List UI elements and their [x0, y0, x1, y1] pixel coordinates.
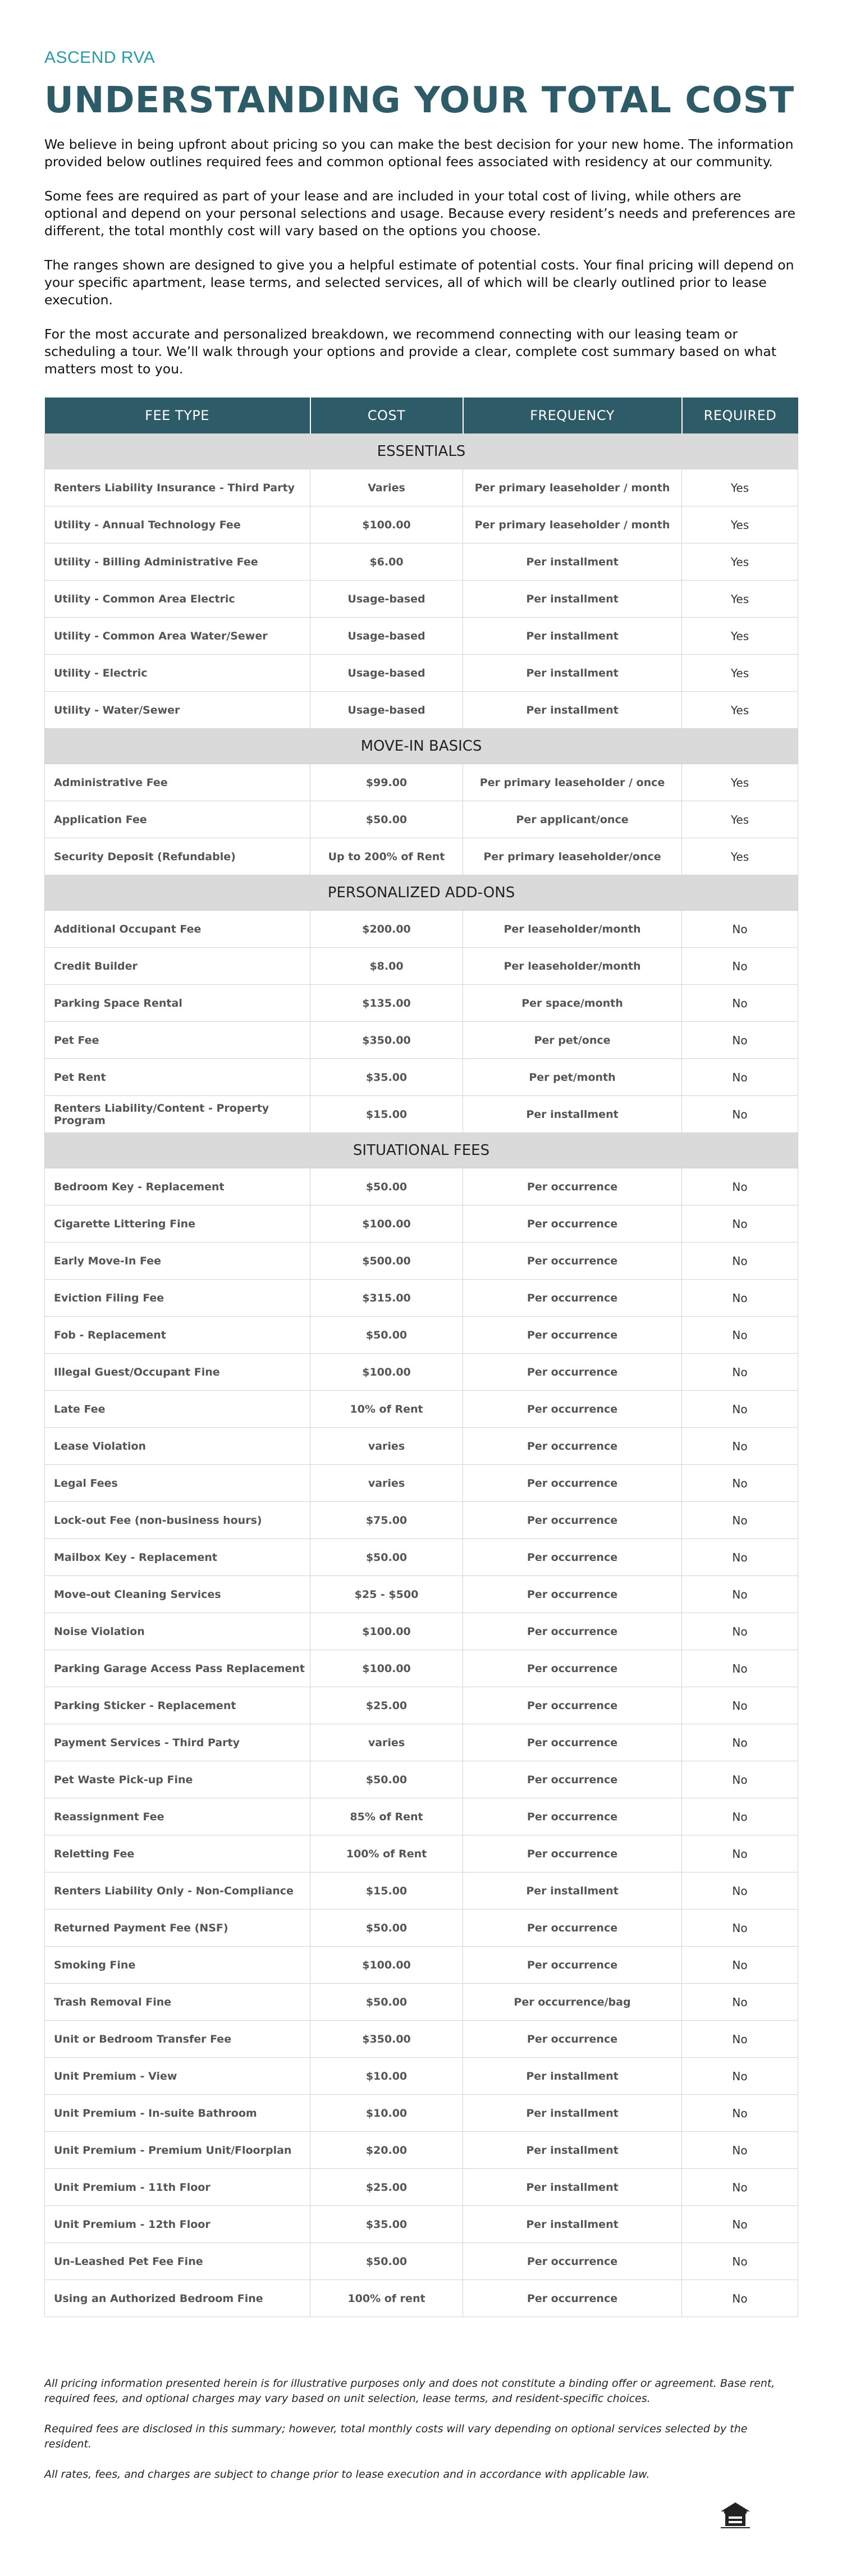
table-row	[45, 581, 798, 618]
table-row	[45, 1502, 798, 1539]
frequency-cell: Per installment	[463, 2058, 682, 2095]
required-cell: No	[682, 1835, 798, 1872]
frequency-cell: Per occurrence	[463, 1650, 682, 1687]
fee-type-cell: Move-out Cleaning Services	[45, 1576, 310, 1613]
table-row	[45, 1317, 798, 1354]
fee-type-cell: Pet Fee	[45, 1022, 310, 1059]
required-cell: Yes	[682, 692, 798, 729]
required-cell: No	[682, 1650, 798, 1687]
fee-type-cell: Fob - Replacement	[45, 1317, 310, 1354]
required-cell: No	[682, 2169, 798, 2206]
footnote: All pricing information presented herein is for illustrative purposes only and does not constitute a binding offer or agreement. Base rent, required fees, and optional charges may vary based on unit selection, lease terms, and resident-specific choices.	[44, 2377, 775, 2405]
required-cell: No	[682, 1872, 798, 1910]
frequency-cell: Per installment	[463, 1872, 682, 1910]
required-cell: No	[682, 2280, 798, 2317]
required-cell: No	[682, 1205, 798, 1243]
frequency-cell: Per leaseholder/month	[463, 911, 682, 948]
table-row	[45, 1059, 798, 1096]
fee-table-header	[45, 398, 798, 434]
table-row	[45, 948, 798, 985]
table-row	[45, 2132, 798, 2169]
cost-cell: $100.00	[310, 1354, 463, 1391]
fee-type-cell: Utility - Common Area Water/Sewer	[45, 618, 310, 655]
fee-type-cell: Bedroom Key - Replacement	[45, 1168, 310, 1205]
cost-cell: Varies	[310, 469, 463, 506]
section-title: SITUATIONAL FEES	[45, 1133, 798, 1168]
table-row	[45, 618, 798, 655]
fee-type-cell: Smoking Fine	[45, 1947, 310, 1984]
fee-type-cell: Renters Liability Only - Non-Compliance	[45, 1872, 310, 1910]
frequency-cell: Per primary leaseholder / month	[463, 506, 682, 543]
cost-cell: $100.00	[310, 1205, 463, 1243]
frequency-cell: Per space/month	[463, 985, 682, 1022]
frequency-cell: Per occurrence	[463, 1576, 682, 1613]
fee-type-cell: Eviction Filing Fee	[45, 1280, 310, 1317]
table-row	[45, 911, 798, 948]
required-cell: No	[682, 1059, 798, 1096]
fee-type-cell: Administrative Fee	[45, 764, 310, 801]
required-cell: No	[682, 1168, 798, 1205]
table-row	[45, 692, 798, 729]
header-required: REQUIRED	[682, 398, 798, 434]
frequency-cell: Per installment	[463, 618, 682, 655]
table-row	[45, 1168, 798, 1205]
required-cell: Yes	[682, 506, 798, 543]
required-cell: Yes	[682, 764, 798, 801]
frequency-cell: Per installment	[463, 2132, 682, 2169]
table-row	[45, 2206, 798, 2243]
frequency-cell: Per occurrence	[463, 1798, 682, 1835]
required-cell: No	[682, 1354, 798, 1391]
frequency-cell: Per occurrence/bag	[463, 1984, 682, 2021]
table-row	[45, 2243, 798, 2280]
fee-type-cell: Parking Space Rental	[45, 985, 310, 1022]
required-cell: No	[682, 2058, 798, 2095]
required-cell: No	[682, 1761, 798, 1798]
table-row	[45, 1835, 798, 1872]
required-cell: Yes	[682, 581, 798, 618]
table-row	[45, 2169, 798, 2206]
cost-cell: 100% of rent	[310, 2280, 463, 2317]
required-cell: Yes	[682, 801, 798, 838]
fee-type-cell: Unit or Bedroom Transfer Fee	[45, 2021, 310, 2058]
intro-paragraph: The ranges shown are designed to give you a helpful estimate of potential costs. Your final pricing will depend on your specific apartment, lease terms, and selected services, all of which will be clearly outlined prior to lease execution.	[44, 257, 794, 308]
required-cell: No	[682, 1428, 798, 1465]
cost-cell: $500.00	[310, 1243, 463, 1280]
frequency-cell: Per leaseholder/month	[463, 948, 682, 985]
table-row	[45, 506, 798, 543]
fee-type-cell: Renters Liability Insurance - Third Party	[45, 469, 310, 506]
table-row	[45, 1613, 798, 1650]
frequency-cell: Per occurrence	[463, 1724, 682, 1761]
table-row	[45, 1391, 798, 1428]
required-cell: Yes	[682, 655, 798, 692]
table-row	[45, 2021, 798, 2058]
header-frequency: FREQUENCY	[463, 398, 682, 434]
cost-cell: $50.00	[310, 2243, 463, 2280]
cost-cell: $50.00	[310, 1761, 463, 1798]
fee-type-cell: Lock-out Fee (non-business hours)	[45, 1502, 310, 1539]
fee-type-cell: Parking Garage Access Pass Replacement	[45, 1650, 310, 1687]
table-row	[45, 1354, 798, 1391]
table-row	[45, 1280, 798, 1317]
cost-cell: $25.00	[310, 2169, 463, 2206]
table-row	[45, 1687, 798, 1724]
cost-cell: $100.00	[310, 506, 463, 543]
frequency-cell: Per occurrence	[463, 1502, 682, 1539]
table-row	[45, 1243, 798, 1280]
required-cell: Yes	[682, 838, 798, 875]
frequency-cell: Per primary leaseholder / once	[463, 764, 682, 801]
cost-cell: $50.00	[310, 1317, 463, 1354]
fee-type-cell: Pet Waste Pick-up Fine	[45, 1761, 310, 1798]
fee-table-body	[45, 434, 798, 2317]
cost-cell: $35.00	[310, 2206, 463, 2243]
cost-cell: $75.00	[310, 1502, 463, 1539]
table-row	[45, 1724, 798, 1761]
brand-name: ASCEND RVA	[44, 48, 155, 67]
fee-type-cell: Unit Premium - 11th Floor	[45, 2169, 310, 2206]
table-row	[45, 1872, 798, 1910]
cost-cell: $35.00	[310, 1059, 463, 1096]
section-row	[45, 434, 798, 469]
required-cell: No	[682, 1798, 798, 1835]
frequency-cell: Per primary leaseholder/once	[463, 838, 682, 875]
fee-type-cell: Utility - Common Area Electric	[45, 581, 310, 618]
cost-cell: $8.00	[310, 948, 463, 985]
table-row	[45, 764, 798, 801]
required-cell: No	[682, 1502, 798, 1539]
cost-cell: $15.00	[310, 1872, 463, 1910]
fee-type-cell: Reletting Fee	[45, 1835, 310, 1872]
cost-cell: $25.00	[310, 1687, 463, 1724]
cost-cell: Usage-based	[310, 581, 463, 618]
fee-type-cell: Unit Premium - View	[45, 2058, 310, 2095]
table-row	[45, 1650, 798, 1687]
required-cell: No	[682, 1724, 798, 1761]
table-row	[45, 2058, 798, 2095]
required-cell: No	[682, 1910, 798, 1947]
cost-cell: $10.00	[310, 2058, 463, 2095]
table-row	[45, 2095, 798, 2132]
cost-cell: $99.00	[310, 764, 463, 801]
fee-type-cell: Pet Rent	[45, 1059, 310, 1096]
fee-type-cell: Late Fee	[45, 1391, 310, 1428]
frequency-cell: Per installment	[463, 2206, 682, 2243]
cost-cell: 100% of Rent	[310, 1835, 463, 1872]
section-row	[45, 1133, 798, 1168]
required-cell: No	[682, 1391, 798, 1428]
frequency-cell: Per occurrence	[463, 2021, 682, 2058]
frequency-cell: Per occurrence	[463, 1317, 682, 1354]
frequency-cell: Per installment	[463, 2095, 682, 2132]
fee-type-cell: Utility - Electric	[45, 655, 310, 692]
required-cell: No	[682, 1613, 798, 1650]
cost-cell: $6.00	[310, 543, 463, 581]
page-title: UNDERSTANDING YOUR TOTAL COST	[44, 80, 795, 121]
fee-type-cell: Noise Violation	[45, 1613, 310, 1650]
fee-type-cell: Unit Premium - In-suite Bathroom	[45, 2095, 310, 2132]
section-title: MOVE-IN BASICS	[45, 729, 798, 764]
fee-type-cell: Cigarette Littering Fine	[45, 1205, 310, 1243]
required-cell: No	[682, 1576, 798, 1613]
frequency-cell: Per occurrence	[463, 1539, 682, 1576]
fee-type-cell: Returned Payment Fee (NSF)	[45, 1910, 310, 1947]
section-row	[45, 875, 798, 911]
section-title: ESSENTIALS	[45, 434, 798, 469]
frequency-cell: Per occurrence	[463, 1354, 682, 1391]
equal-housing-opportunity-icon	[720, 2501, 751, 2529]
header-cost: COST	[310, 398, 463, 434]
cost-cell: $350.00	[310, 2021, 463, 2058]
cost-cell: Usage-based	[310, 618, 463, 655]
cost-cell: $315.00	[310, 1280, 463, 1317]
required-cell: No	[682, 1280, 798, 1317]
table-row	[45, 1761, 798, 1798]
fee-type-cell: Trash Removal Fine	[45, 1984, 310, 2021]
footnote: Required fees are disclosed in this summary; however, total monthly costs will vary depending on optional services selected by the resident.	[44, 2423, 748, 2450]
required-cell: No	[682, 2132, 798, 2169]
fee-table	[44, 398, 798, 2317]
table-row	[45, 1798, 798, 1835]
fee-type-cell: Lease Violation	[45, 1428, 310, 1465]
table-row	[45, 543, 798, 581]
frequency-cell: Per occurrence	[463, 1910, 682, 1947]
frequency-cell: Per installment	[463, 692, 682, 729]
frequency-cell: Per installment	[463, 2169, 682, 2206]
cost-cell: $10.00	[310, 2095, 463, 2132]
frequency-cell: Per installment	[463, 1096, 682, 1133]
cost-cell: varies	[310, 1724, 463, 1761]
table-row	[45, 1096, 798, 1133]
table-row	[45, 1428, 798, 1465]
required-cell: No	[682, 2021, 798, 2058]
required-cell: Yes	[682, 618, 798, 655]
required-cell: No	[682, 1539, 798, 1576]
fee-type-cell: Unit Premium - 12th Floor	[45, 2206, 310, 2243]
cost-cell: 10% of Rent	[310, 1391, 463, 1428]
required-cell: No	[682, 948, 798, 985]
intro-paragraph: We believe in being upfront about pricing so you can make the best decision for your new home. The information provided below outlines required fees and common optional fees associated with residency at our community.	[44, 136, 794, 170]
table-row	[45, 838, 798, 875]
frequency-cell: Per pet/month	[463, 1059, 682, 1096]
frequency-cell: Per occurrence	[463, 1280, 682, 1317]
fee-type-cell: Using an Authorized Bedroom Fine	[45, 2280, 310, 2317]
frequency-cell: Per occurrence	[463, 1947, 682, 1984]
cost-cell: varies	[310, 1465, 463, 1502]
table-row	[45, 1205, 798, 1243]
fee-type-cell: Credit Builder	[45, 948, 310, 985]
table-row	[45, 2280, 798, 2317]
frequency-cell: Per occurrence	[463, 1243, 682, 1280]
required-cell: No	[682, 911, 798, 948]
cost-cell: Usage-based	[310, 692, 463, 729]
required-cell: No	[682, 1687, 798, 1724]
frequency-cell: Per occurrence	[463, 1761, 682, 1798]
frequency-cell: Per primary leaseholder / month	[463, 469, 682, 506]
frequency-cell: Per installment	[463, 543, 682, 581]
cost-cell: varies	[310, 1428, 463, 1465]
frequency-cell: Per occurrence	[463, 1428, 682, 1465]
fee-type-cell: Illegal Guest/Occupant Fine	[45, 1354, 310, 1391]
table-row	[45, 1539, 798, 1576]
fee-type-cell: Utility - Billing Administrative Fee	[45, 543, 310, 581]
table-row	[45, 985, 798, 1022]
frequency-cell: Per occurrence	[463, 1465, 682, 1502]
required-cell: No	[682, 1243, 798, 1280]
frequency-cell: Per occurrence	[463, 1391, 682, 1428]
table-row	[45, 1576, 798, 1613]
cost-cell: $350.00	[310, 1022, 463, 1059]
fee-type-cell: Utility - Water/Sewer	[45, 692, 310, 729]
required-cell: No	[682, 2095, 798, 2132]
fee-type-cell: Utility - Annual Technology Fee	[45, 506, 310, 543]
fee-type-cell: Parking Sticker - Replacement	[45, 1687, 310, 1724]
fee-type-cell: Payment Services - Third Party	[45, 1724, 310, 1761]
cost-cell: $50.00	[310, 1539, 463, 1576]
cost-cell: $50.00	[310, 801, 463, 838]
footnote: All rates, fees, and charges are subject to change prior to lease execution and in accordance with applicable law.	[44, 2468, 650, 2481]
fee-type-cell: Un-Leashed Pet Fee Fine	[45, 2243, 310, 2280]
table-row	[45, 1465, 798, 1502]
header-fee-type: FEE TYPE	[45, 398, 310, 434]
fee-type-cell: Application Fee	[45, 801, 310, 838]
frequency-cell: Per occurrence	[463, 2243, 682, 2280]
fee-type-cell: Reassignment Fee	[45, 1798, 310, 1835]
cost-cell: Up to 200% of Rent	[310, 838, 463, 875]
frequency-cell: Per pet/once	[463, 1022, 682, 1059]
fee-type-cell: Early Move-In Fee	[45, 1243, 310, 1280]
required-cell: No	[682, 1984, 798, 2021]
cost-cell: $50.00	[310, 1168, 463, 1205]
intro-paragraph: For the most accurate and personalized breakdown, we recommend connecting with our leasing team or scheduling a tour. We’ll walk through your options and provide a clear, complete cost summary based on what matters most to you.	[44, 326, 777, 377]
required-cell: No	[682, 1022, 798, 1059]
frequency-cell: Per occurrence	[463, 1835, 682, 1872]
fee-type-cell: Additional Occupant Fee	[45, 911, 310, 948]
required-cell: Yes	[682, 469, 798, 506]
fee-type-cell: Mailbox Key - Replacement	[45, 1539, 310, 1576]
required-cell: No	[682, 985, 798, 1022]
required-cell: No	[682, 1317, 798, 1354]
required-cell: No	[682, 1096, 798, 1133]
cost-cell: 85% of Rent	[310, 1798, 463, 1835]
table-row	[45, 1947, 798, 1984]
table-row	[45, 655, 798, 692]
table-row	[45, 1910, 798, 1947]
frequency-cell: Per occurrence	[463, 1687, 682, 1724]
fee-type-cell: Legal Fees	[45, 1465, 310, 1502]
cost-cell: $200.00	[310, 911, 463, 948]
required-cell: No	[682, 1465, 798, 1502]
fee-type-cell: Renters Liability/Content - Property Program	[45, 1096, 310, 1133]
frequency-cell: Per occurrence	[463, 2280, 682, 2317]
frequency-cell: Per occurrence	[463, 1613, 682, 1650]
cost-cell: $100.00	[310, 1613, 463, 1650]
table-row	[45, 1984, 798, 2021]
section-row	[45, 729, 798, 764]
required-cell: Yes	[682, 543, 798, 581]
frequency-cell: Per occurrence	[463, 1168, 682, 1205]
cost-cell: $50.00	[310, 1984, 463, 2021]
cost-cell: $100.00	[310, 1947, 463, 1984]
fee-type-cell: Security Deposit (Refundable)	[45, 838, 310, 875]
cost-cell: Usage-based	[310, 655, 463, 692]
table-row	[45, 1022, 798, 1059]
section-title: PERSONALIZED ADD-ONS	[45, 875, 798, 911]
intro-paragraph: Some fees are required as part of your lease and are included in your total cost of living, while others are optional and depend on your personal selections and usage. Because every resident’s needs and preferences are different, the total monthly cost will vary based on the options you choose.	[44, 188, 796, 239]
table-row	[45, 801, 798, 838]
cost-cell: $25 - $500	[310, 1576, 463, 1613]
cost-cell: $20.00	[310, 2132, 463, 2169]
fee-type-cell: Unit Premium - Premium Unit/Floorplan	[45, 2132, 310, 2169]
frequency-cell: Per installment	[463, 581, 682, 618]
cost-cell: $100.00	[310, 1650, 463, 1687]
required-cell: No	[682, 2243, 798, 2280]
frequency-cell: Per installment	[463, 655, 682, 692]
required-cell: No	[682, 2206, 798, 2243]
cost-cell: $15.00	[310, 1096, 463, 1133]
intro-text	[44, 136, 798, 395]
footnotes	[44, 2376, 798, 2497]
frequency-cell: Per applicant/once	[463, 801, 682, 838]
frequency-cell: Per occurrence	[463, 1205, 682, 1243]
cost-cell: $135.00	[310, 985, 463, 1022]
table-row	[45, 469, 798, 506]
cost-cell: $50.00	[310, 1910, 463, 1947]
required-cell: No	[682, 1947, 798, 1984]
